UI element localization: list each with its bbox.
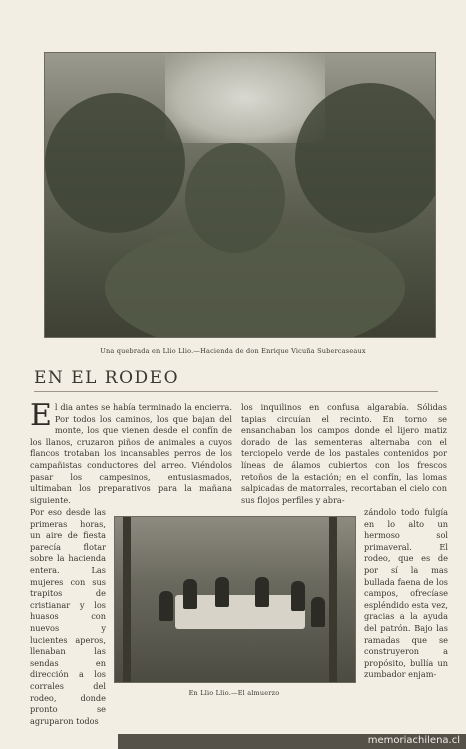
photo-person [255, 577, 269, 607]
article-column-right [241, 402, 447, 506]
narrow-column-left: Por eso desde las primeras horas, un aire de fiesta parecía flotar sobre la hacienda entera. Las mujeres con sus trapitos de cristianar y los huasos con nuevos y lucientes aperos, llenaban las sendas en dirección a los corrales del rodeo, donde pronto se agruparon todos [30, 507, 106, 726]
watermark-text[interactable]: memoriachilena.cl [367, 735, 460, 746]
photo-person [215, 577, 229, 607]
drop-cap: E [30, 398, 52, 433]
photo-almuerzo [114, 516, 356, 683]
article-title: EN EL RODEO [34, 368, 180, 388]
photo-foliage [295, 83, 436, 233]
narrow-column-right: zándolo todo fulgía en lo alto un hermoso sol primaveral. El rodeo, que es de por sí la mas bullada faena de los campos, ofrecíase espléndido esta vez, gracias a la ayuda del patrón. Bajo las ramadas que se construyeron a propósito, bullía un zumbador enjam- [364, 507, 448, 680]
photo-foliage [45, 93, 185, 233]
figure2-caption: En Llio Llio.—El almuerzo [188, 689, 280, 697]
column-left-text: l dia antes se había terminado la encierra. Por todos los caminos, los que bajan del monte, los que vienen desde el confín de los llanos, cruzaron piños de animales a cuyos flancos trotaban los incansables perros de los campañistas conductores del arreo. Viéndolos pasar los campesinos, entusiasmados, ultimaban los preparativos para la mañana siguiente. [30, 402, 232, 505]
photo-person [311, 597, 325, 627]
watermark-bar [118, 734, 466, 749]
figure1-caption: Una quebrada en Llio Llio.—Hacienda de don Enrique Vicuña Subercaseaux [100, 347, 366, 355]
photo-foliage [185, 143, 285, 253]
article-column-left [30, 398, 232, 506]
photo-quebrada [44, 52, 436, 338]
photo-person [159, 591, 173, 621]
column-right-text: los inquilinos en confusa algarabía. Sólidas tapias circuían el recinto. En torno se ensanchaban los campos donde el lijero matiz dorado de las sementeras alternaba con el terciopelo verde de los pastales contenidos por líneas de álamos cubiertos con los frescos retoños de la estación; en el confín, las lomas salpicadas de matorrales, recortaban el cielo con sus flojos perfiles y abra- [241, 402, 447, 505]
photo-tree [123, 517, 131, 682]
photo-tree [329, 517, 337, 682]
photo-person [183, 579, 197, 609]
photo-person [291, 581, 305, 611]
title-rule [34, 391, 438, 392]
